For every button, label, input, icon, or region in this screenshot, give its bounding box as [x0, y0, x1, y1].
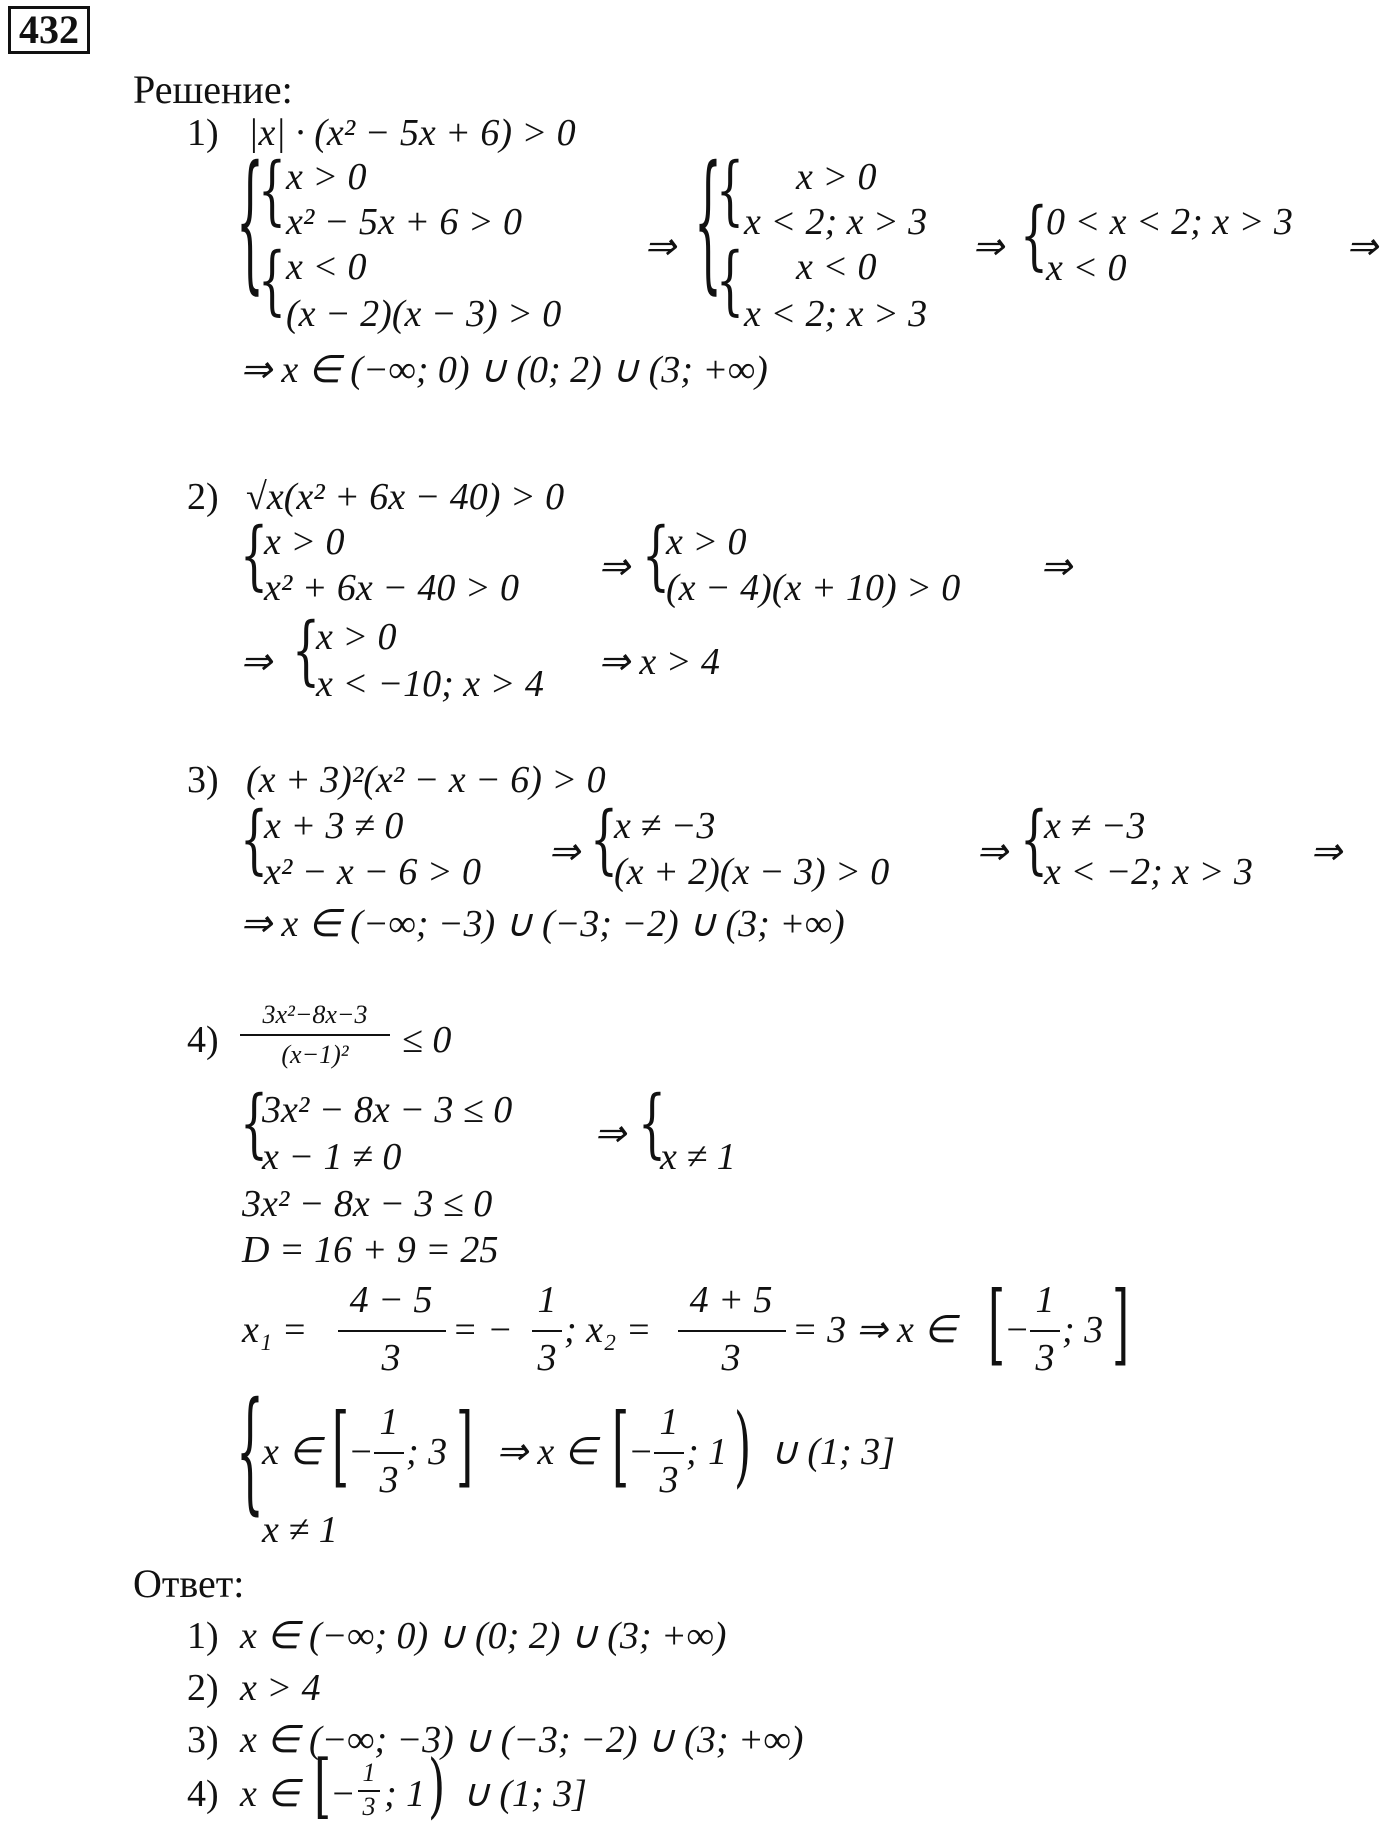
answer-4-number: 4)	[187, 1773, 219, 1815]
part4-frac-line	[240, 1034, 390, 1036]
part2-inequality: √x(x² + 6x − 40) > 0	[246, 476, 565, 518]
solution-heading: Решение:	[133, 67, 293, 112]
part4-int-denominator: 3	[1035, 1337, 1055, 1379]
part1-sys-a1: x > 0	[286, 156, 367, 198]
part4-final-pre: ⇒ x ∈	[496, 1431, 597, 1473]
part4-brace-b: {	[638, 1081, 666, 1168]
part1-arrow-1: ⇒	[644, 226, 676, 268]
part3-sys-c2: x < −2; x > 3	[1044, 851, 1253, 893]
part1-res-a2: x < 2; x > 3	[744, 201, 928, 243]
part4-int-frac-line	[1030, 1330, 1060, 1332]
answer-4-bracket-open: [	[314, 1745, 332, 1828]
answer-heading: Ответ:	[133, 1561, 245, 1606]
part1-number: 1)	[187, 112, 219, 154]
part2-sys-a2: x² + 6x − 40 > 0	[264, 567, 520, 609]
part1-sys-c2: x < 0	[1046, 247, 1127, 289]
answer-4-tail: ∪ (1; 3]	[462, 1773, 587, 1815]
part4-arrow-1: ⇒	[594, 1113, 626, 1155]
part4-ineq-rhs: ≤ 0	[402, 1019, 452, 1061]
part1-outer-brace: {	[236, 136, 264, 310]
part2-sys-b1: x > 0	[666, 521, 747, 563]
answer-1-number: 1)	[187, 1615, 219, 1657]
part3-number: 3)	[187, 759, 219, 801]
part4-x1-denominator: 3	[381, 1337, 401, 1379]
part3-arrow-3: ⇒	[1310, 831, 1342, 873]
answer-4-denominator: 3	[362, 1792, 376, 1821]
part2-brace-b: {	[642, 513, 670, 600]
part3-sys-b1: x ≠ −3	[614, 805, 716, 847]
part1-sys-a2: x² − 5x + 6 > 0	[286, 201, 523, 243]
part1-brace-e: {	[1020, 193, 1048, 280]
part1-inequality: |x| · (x² − 5x + 6) > 0	[248, 112, 576, 154]
part4-x1-label: x₁ =	[242, 1309, 308, 1351]
part4-sys-c1-pre: x ∈	[262, 1431, 322, 1473]
answer-2-number: 2)	[187, 1667, 219, 1709]
part4-sys-bracket-close: ]	[456, 1396, 474, 1498]
part4-x2-label: ; x₂ =	[564, 1309, 652, 1351]
part4-interval-end: ; 3	[1062, 1309, 1104, 1351]
part4-third-denominator: 3	[537, 1337, 557, 1379]
part4-final-tail: ∪ (1; 3]	[770, 1431, 895, 1473]
part4-final-frac-line	[654, 1452, 684, 1454]
part4-bracket-close: ]	[1112, 1274, 1130, 1376]
part3-inequality: (x + 3)²(x² − x − 6) > 0	[246, 759, 606, 801]
part3-sys-a1: x + 3 ≠ 0	[264, 805, 404, 847]
part4-final-paren-close: )	[734, 1396, 752, 1498]
part4-final-numerator: 1	[659, 1401, 679, 1443]
part4-bracket-open: [	[988, 1274, 1006, 1376]
part4-sys-b2: x ≠ 1	[660, 1136, 736, 1178]
part4-x2-rest: = 3 ⇒ x ∈	[792, 1309, 957, 1351]
answer-4-paren-close: )	[428, 1745, 446, 1828]
problem-number: 432	[8, 6, 90, 54]
part4-brace-c: {	[236, 1376, 264, 1529]
part4-sys-denominator: 3	[379, 1459, 399, 1501]
part2-result: ⇒ x > 4	[598, 641, 720, 683]
part4-minus: −	[1004, 1309, 1030, 1351]
part2-brace-a: {	[240, 513, 268, 600]
part1-sys-b2: (x − 2)(x − 3) > 0	[286, 293, 562, 335]
part4-x1-frac-line	[338, 1330, 446, 1332]
part4-x2-numerator: 4 + 5	[689, 1279, 773, 1321]
part4-final-denominator: 3	[659, 1459, 679, 1501]
answer-4-minus: −	[330, 1773, 356, 1815]
part1-brace-b: {	[258, 238, 286, 325]
part4-sys-a1: 3x² − 8x − 3 ≤ 0	[262, 1089, 513, 1131]
part2-arrow-2: ⇒	[1040, 546, 1072, 588]
part3-sys-c1: x ≠ −3	[1044, 805, 1146, 847]
part2-sys-c1: x > 0	[316, 616, 397, 658]
part3-arrow-1: ⇒	[548, 831, 580, 873]
part4-line1: 3x² − 8x − 3 ≤ 0	[242, 1183, 493, 1225]
part3-brace-c: {	[1020, 797, 1048, 884]
part2-number: 2)	[187, 476, 219, 518]
part1-res-a1: x > 0	[796, 156, 877, 198]
part4-sys-frac-line	[374, 1452, 404, 1454]
part4-sys-interval-end: ; 3	[406, 1431, 448, 1473]
part1-sys-c1: 0 < x < 2; x > 3	[1046, 201, 1293, 243]
part1-res-b2: x < 2; x > 3	[744, 293, 928, 335]
part4-sys-a2: x − 1 ≠ 0	[262, 1136, 402, 1178]
part4-eq-minus: = −	[452, 1309, 513, 1351]
part1-res-b1: x < 0	[796, 246, 877, 288]
part1-brace-d: {	[716, 238, 744, 325]
part1-arrow-2: ⇒	[972, 226, 1004, 268]
part4-x2-frac-line	[678, 1330, 786, 1332]
part2-brace-c: {	[292, 608, 320, 695]
part4-brace-a: {	[240, 1081, 268, 1168]
part4-number: 4)	[187, 1019, 219, 1061]
part4-third-numerator: 1	[537, 1279, 557, 1321]
part4-discriminant: D = 16 + 9 = 25	[242, 1229, 499, 1271]
part1-sys-b1: x < 0	[286, 246, 367, 288]
answer-4-numerator: 1	[362, 1758, 376, 1787]
answer-2: x > 4	[240, 1667, 321, 1709]
part4-final-minus: −	[628, 1431, 654, 1473]
part4-int-numerator: 1	[1035, 1279, 1055, 1321]
part4-frac-denominator: (x−1)²	[281, 1040, 349, 1069]
part4-x1-numerator: 4 − 5	[349, 1279, 433, 1321]
answer-4-pre: x ∈	[240, 1773, 300, 1815]
part4-sys-bracket-open: [	[332, 1396, 350, 1498]
answer-4-end: ; 1	[384, 1773, 426, 1815]
part1-result: ⇒ x ∈ (−∞; 0) ∪ (0; 2) ∪ (3; +∞)	[240, 349, 768, 391]
part4-final-bracket-open: [	[612, 1396, 630, 1498]
part4-x2-denominator: 3	[721, 1337, 741, 1379]
part3-sys-b2: (x + 2)(x − 3) > 0	[614, 851, 890, 893]
part4-sys-c2: x ≠ 1	[262, 1509, 338, 1551]
part3-brace-a: {	[240, 797, 268, 884]
part4-third-frac-line	[532, 1330, 562, 1332]
part3-brace-b: {	[590, 797, 618, 884]
part4-sys-minus: −	[348, 1431, 374, 1473]
part1-outer-brace-2: {	[694, 136, 722, 310]
answer-1: x ∈ (−∞; 0) ∪ (0; 2) ∪ (3; +∞)	[240, 1615, 727, 1657]
answer-3: x ∈ (−∞; −3) ∪ (−3; −2) ∪ (3; +∞)	[240, 1719, 804, 1761]
part2-sys-b2: (x − 4)(x + 10) > 0	[666, 567, 961, 609]
part1-arrow-3: ⇒	[1346, 226, 1378, 268]
part4-sys-numerator: 1	[379, 1401, 399, 1443]
part2-arrow-1: ⇒	[598, 546, 630, 588]
part4-frac-numerator: 3x²−8x−3	[262, 1000, 368, 1029]
part2-sys-c2: x < −10; x > 4	[316, 663, 544, 705]
part1-brace-c: {	[716, 148, 744, 235]
part3-result: ⇒ x ∈ (−∞; −3) ∪ (−3; −2) ∪ (3; +∞)	[240, 903, 845, 945]
answer-3-number: 3)	[187, 1719, 219, 1761]
part2-arrow-3: ⇒	[240, 641, 272, 683]
part2-sys-a1: x > 0	[264, 521, 345, 563]
part3-arrow-2: ⇒	[976, 831, 1008, 873]
part3-sys-a2: x² − x − 6 > 0	[264, 851, 482, 893]
part1-brace-a: {	[258, 148, 286, 235]
part4-final-end: ; 1	[686, 1431, 728, 1473]
